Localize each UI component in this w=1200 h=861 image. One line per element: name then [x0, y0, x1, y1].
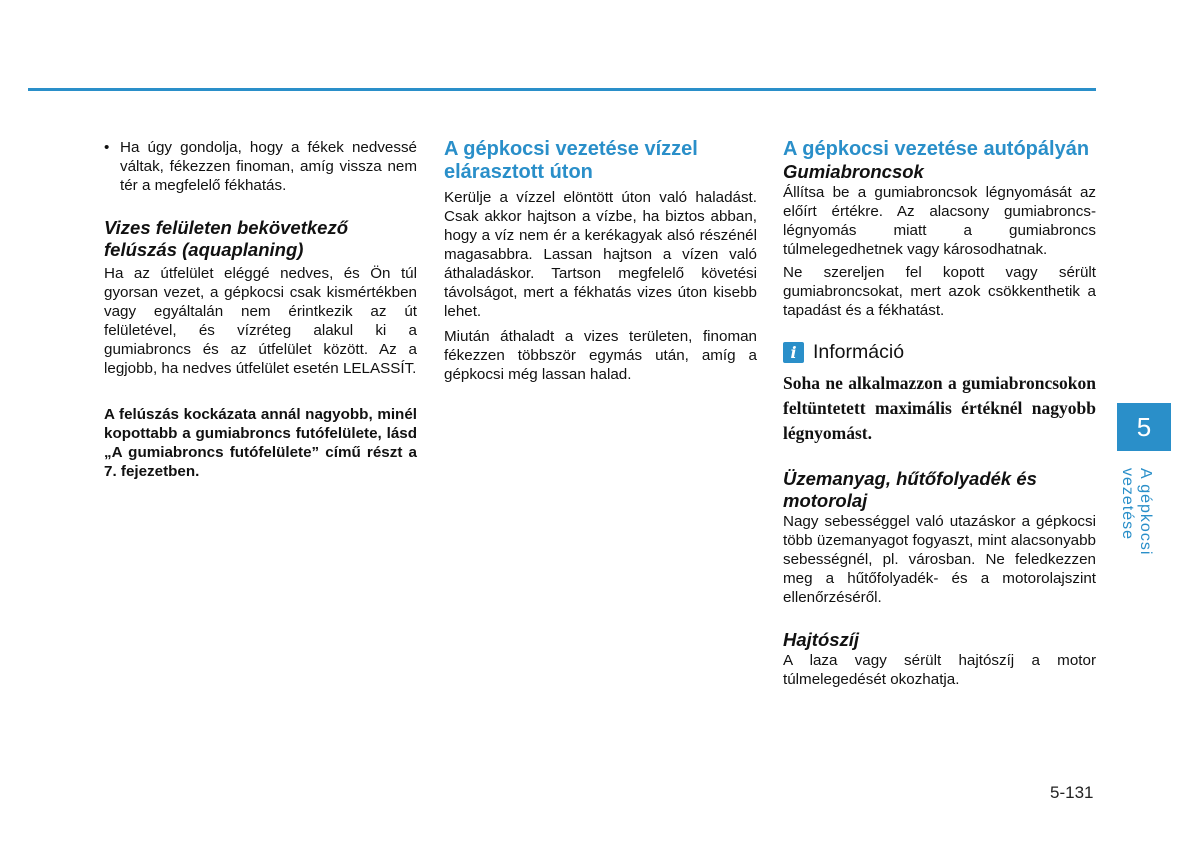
bullet-symbol: •	[104, 139, 110, 156]
highway-heading: A gépkocsi vezetése autópályán	[783, 138, 1090, 160]
fluids-subheading: Üzemanyag, hűtőfolyadék és motorolaj	[783, 468, 1037, 511]
tires-subheading: Gumiabroncsok	[783, 161, 924, 182]
aquaplaning-warning: A felúszás kockázata annál nagyobb, minél kopottabb a gumiabroncs futófelülete, lásd „A gumiabroncs futófelülete” című részt a 7. fejezetben.	[104, 406, 417, 480]
page-number: 5-131	[1050, 783, 1094, 802]
belt-subheading: Hajtószíj	[783, 629, 860, 650]
column-3	[783, 138, 1096, 689]
chapter-title-vertical: A gépkocsi vezetése	[1119, 468, 1154, 556]
aquaplaning-heading: Vizes felületen bekövetkező felúszás (aquaplaning)	[104, 217, 349, 260]
flooded-road-heading: A gépkocsi vezetése vízzel elárasztott úton	[444, 138, 698, 183]
info-box-header	[783, 342, 1096, 363]
tires-paragraph-1: Állítsa be a gumiabroncsok légnyomását az előírt értékre. Az alacsony gumiabroncs-légnyomás miatt a gumiabroncs túlmelegedhetnek vagy károsodhatnak.	[783, 184, 1096, 258]
top-rule	[28, 88, 1096, 91]
column-2	[444, 138, 757, 384]
fluids-paragraph: Nagy sebességgel való utazáskor a gépkocsi több üzemanyagot fogyaszt, mint alacsonyabb sebességnél, pl. városban. Ne feledkezzen meg a hűtőfolyadék- és a motorolajszint ellenőrzéséről.	[783, 513, 1096, 606]
info-icon: i	[783, 342, 804, 363]
bullet-item	[104, 138, 417, 195]
flooded-road-paragraph-2: Miután áthaladt a vizes területen, finoman fékezzen többször egymás után, amíg a gépkocsi még lassan halad.	[444, 328, 757, 383]
belt-paragraph: A laza vagy sérült hajtószíj a motor túlmelegedését okozhatja.	[783, 652, 1096, 688]
aquaplaning-paragraph: Ha az útfelület eléggé nedves, és Ön túl gyorsan vezet, a gépkocsi csak kismértékben vagy egyáltalán nem érintkezik az út felületével, és vízréteg alakul ki a gumiabroncs és az útfelület között. Az a legjobb, ha nedves útfelület esetén LELASSÍT.	[104, 265, 417, 377]
bullet-text: Ha úgy gondolja, hogy a fékek nedvessé váltak, fékezzen finoman, amíg vissza nem tér a megfelelő fékhatás.	[120, 139, 417, 194]
tires-paragraph-2: Ne szereljen fel kopott vagy sérült gumiabroncsokat, mert azok csökkenthetik a tapadást és a fékhatást.	[783, 264, 1096, 319]
column-1	[104, 138, 417, 481]
chapter-number-tab: 5	[1117, 403, 1171, 451]
info-text: Soha ne alkalmazzon a gumiabroncsokon feltüntetett maximális értéknél nagyobb légnyomást.	[783, 373, 1096, 443]
info-title: Információ	[813, 341, 905, 363]
flooded-road-paragraph-1: Kerülje a vízzel elöntött úton való haladást. Csak akkor hajtson a vízbe, ha biztos abban, hogy a víz nem ér a kerékagyak alsó részénél magasabbra. Lassan hajtson a vízen való áthaladáskor. Tartson megfelelő követési távolságot, mert a fékhatás vizes úton kisebb lehet.	[444, 189, 757, 320]
